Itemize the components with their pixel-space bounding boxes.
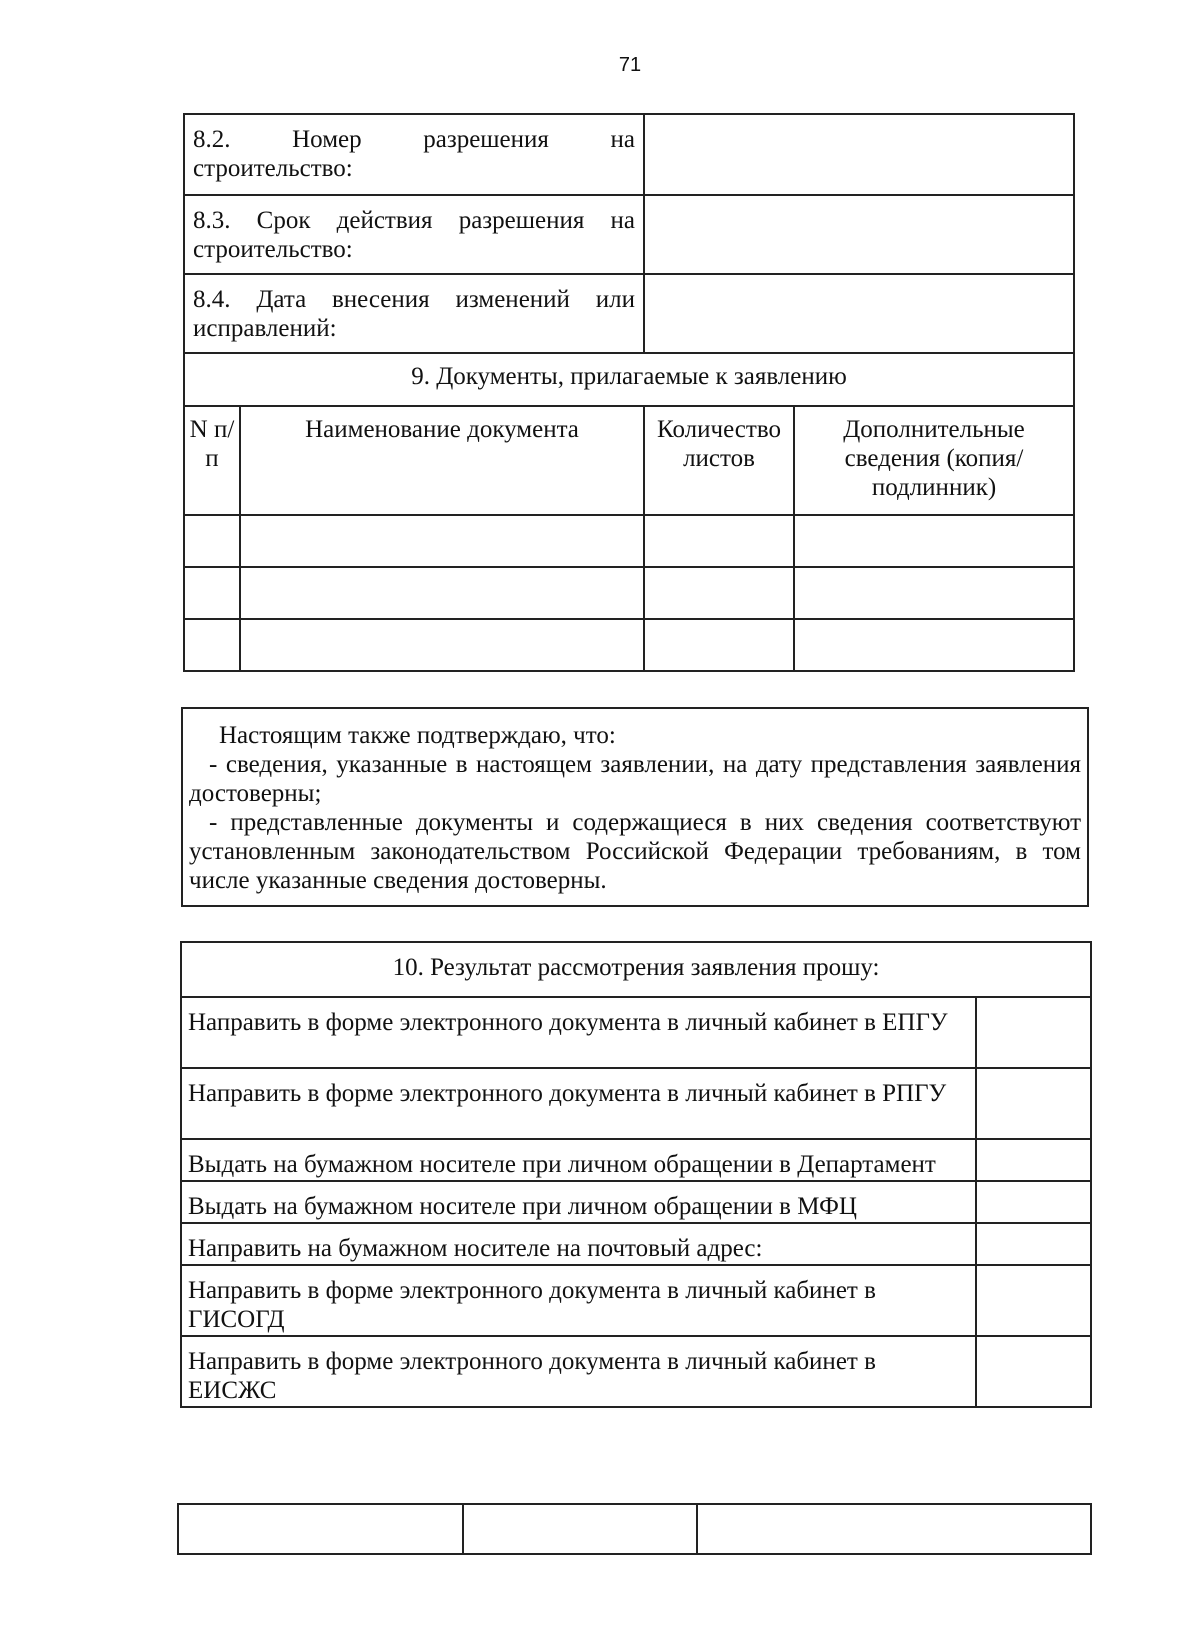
option-rpgu-label: Направить в форме электронного документа в личный кабинет в РПГУ <box>181 1068 976 1139</box>
option-department-checkbox[interactable] <box>976 1139 1091 1181</box>
signature-table <box>177 1503 1092 1555</box>
option-gisogd-label: Направить в форме электронного документа в личный кабинет в ГИСОГД <box>181 1265 976 1336</box>
document-row <box>184 619 1074 671</box>
permit-documents-table <box>183 113 1075 672</box>
signature-name-cell[interactable] <box>697 1504 1091 1554</box>
changes-date-field[interactable] <box>644 274 1074 353</box>
header-num: N п/п <box>184 406 240 515</box>
doc-name-cell[interactable] <box>240 515 644 567</box>
result-option-row <box>181 1181 1091 1223</box>
changes-date-label: 8.4. Дата внесения изменений или исправлений: <box>184 274 644 353</box>
signature-sign-cell[interactable] <box>463 1504 697 1554</box>
option-epgu-label: Направить в форме электронного документа в личный кабинет в ЕПГУ <box>181 997 976 1068</box>
doc-num-cell[interactable] <box>184 619 240 671</box>
result-option-row <box>181 1336 1091 1407</box>
doc-num-cell[interactable] <box>184 515 240 567</box>
doc-sheets-cell[interactable] <box>644 515 794 567</box>
document-row <box>184 515 1074 567</box>
option-rpgu-checkbox[interactable] <box>976 1068 1091 1139</box>
option-eisjs-checkbox[interactable] <box>976 1336 1091 1407</box>
header-doc-name: Наименование документа <box>240 406 644 515</box>
permit-term-label: 8.3. Срок действия разрешения на строительство: <box>184 195 644 274</box>
option-gisogd-checkbox[interactable] <box>976 1265 1091 1336</box>
result-option-row <box>181 1265 1091 1336</box>
option-eisjs-label: Направить в форме электронного документа в личный кабинет в ЕИСЖС <box>181 1336 976 1407</box>
permit-term-row <box>184 195 1074 274</box>
doc-sheets-cell[interactable] <box>644 619 794 671</box>
option-mail-label: Направить на бумажном носителе на почтовый адрес: <box>181 1223 976 1265</box>
signature-date-cell[interactable] <box>178 1504 463 1554</box>
doc-extra-cell[interactable] <box>794 515 1074 567</box>
result-options-table <box>180 941 1092 1408</box>
changes-date-row <box>184 274 1074 353</box>
header-sheets: Количество листов <box>644 406 794 515</box>
permit-number-label: 8.2. Номер разрешения на строительство: <box>184 114 644 195</box>
confirmation-item-2: - представленные документы и содержащиеся в них сведения соответствуют установленным законодательством Российской Федерации требованиям, в том числе указанные сведения достоверны. <box>189 809 1081 894</box>
result-section-title: 10. Результат рассмотрения заявления прошу: <box>181 942 1091 997</box>
result-option-row <box>181 997 1091 1068</box>
option-mail-checkbox[interactable] <box>976 1223 1091 1265</box>
doc-extra-cell[interactable] <box>794 619 1074 671</box>
option-mfc-checkbox[interactable] <box>976 1181 1091 1223</box>
documents-title-row <box>184 353 1074 406</box>
doc-name-cell[interactable] <box>240 567 644 619</box>
result-option-row <box>181 1223 1091 1265</box>
doc-extra-cell[interactable] <box>794 567 1074 619</box>
documents-section-title: 9. Документы, прилагаемые к заявлению <box>184 353 1074 406</box>
permit-number-row <box>184 114 1074 195</box>
confirmation-item-1: - сведения, указанные в настоящем заявлении, на дату представления заявления достоверны; <box>189 751 1081 807</box>
option-mfc-label: Выдать на бумажном носителе при личном обращении в МФЦ <box>181 1181 976 1223</box>
header-extra-info: Дополнительные сведения (копия/подлинник) <box>794 406 1074 515</box>
doc-sheets-cell[interactable] <box>644 567 794 619</box>
confirmation-intro: Настоящим также подтверждаю, что: <box>219 722 616 749</box>
result-option-row <box>181 1139 1091 1181</box>
option-epgu-checkbox[interactable] <box>976 997 1091 1068</box>
doc-name-cell[interactable] <box>240 619 644 671</box>
option-department-label: Выдать на бумажном носителе при личном обращении в Департамент <box>181 1139 976 1181</box>
confirmation-box <box>181 707 1089 907</box>
doc-num-cell[interactable] <box>184 567 240 619</box>
signature-row <box>178 1504 1091 1554</box>
result-option-row <box>181 1068 1091 1139</box>
page-number: 71 <box>618 54 642 76</box>
permit-term-field[interactable] <box>644 195 1074 274</box>
result-title-row <box>181 942 1091 997</box>
document-row <box>184 567 1074 619</box>
permit-number-field[interactable] <box>644 114 1074 195</box>
documents-header-row <box>184 406 1074 515</box>
